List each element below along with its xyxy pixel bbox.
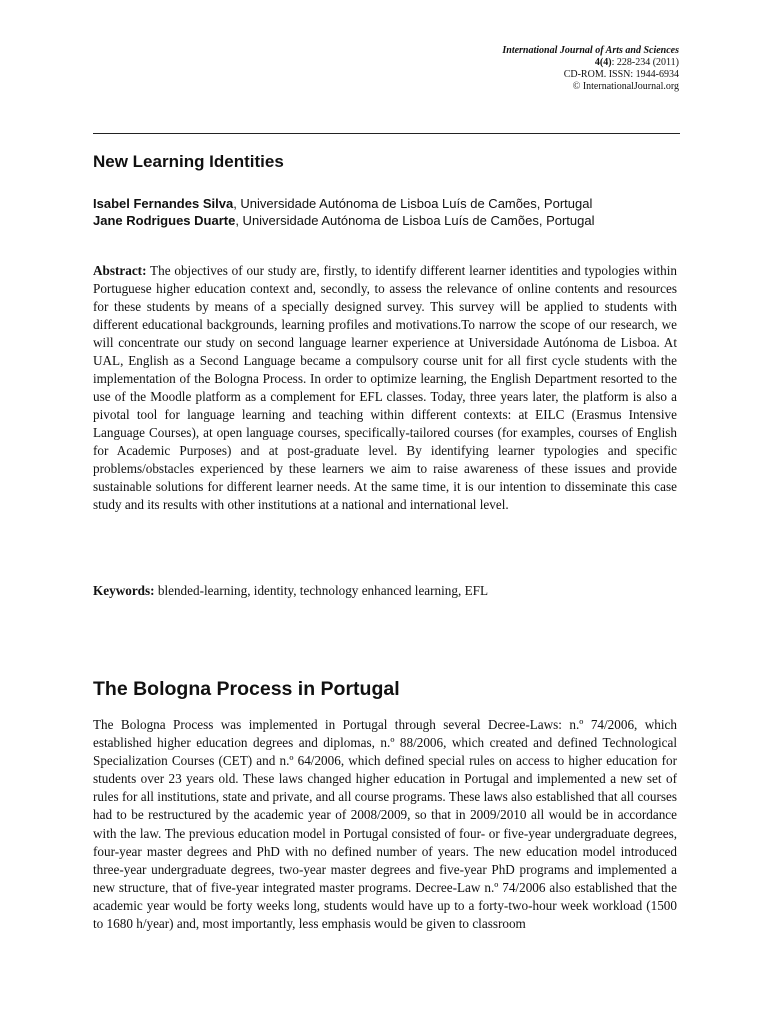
paper-title: New Learning Identities (93, 152, 284, 171)
author-list (93, 195, 595, 229)
journal-name: International Journal of Arts and Sciences (502, 45, 679, 56)
journal-volume-line (502, 57, 679, 69)
abstract-text: The objectives of our study are, firstly, to identify different learner identities and typologies within Portuguese higher education context and, secondly, to assess the relevance of online contents and resources for these students by means of a specially designed survey. This survey will be applied to students with different educational backgrounds, learning profiles and motivations.To narrow the scope of our research, we will concentrate our study on second language learner experience at Universidade Autónoma de Lisboa. At UAL, English as a Second Language became a compulsory course unit for all first cycle students with the implementation of the Bologna Process. In order to optimize learning, the English Department resorted to the use of the Moodle platform as a complement for EFL classes. Today, three years later, the platform is also a pivotal tool for language learning and teaching within different contexts: at EILC (Erasmus Intensive Language Courses), at open language courses, specifically-tailored courses (for examples, courses of English for Academic Purposes) and at post-graduate level. By identifying learner typologies and specific problems/obstacles experienced by these learners we aim to raise awareness of these issues and provide sustainable solutions for different learner needs. At the same time, it is our intention to disseminate this case study and its results with other institutions at a national and international level. (93, 263, 677, 512)
journal-copyright: © InternationalJournal.org (572, 81, 679, 92)
author-affiliation: , Universidade Autónoma de Lisboa Luís de Camões, Portugal (235, 213, 595, 228)
journal-pages-year: : 228-234 (2011) (611, 57, 679, 68)
keywords (93, 582, 677, 600)
author-affiliation: , Universidade Autónoma de Lisboa Luís de Camões, Portugal (233, 196, 593, 211)
header-divider (93, 133, 680, 134)
keywords-text: blended-learning, identity, technology enhanced learning, EFL (154, 583, 489, 598)
section-heading: The Bologna Process in Portugal (93, 678, 400, 700)
author-line (93, 195, 595, 212)
body-paragraph: The Bologna Process was implemented in Portugal through several Decree-Laws: n.º 74/2006, which established higher education degrees and diplomas, n.º 88/2006, which created and defined Technological Specialization Courses (CET) and n.º 64/2006, which defined special rules on access to higher education for students over 23 years old. These laws changed higher education in Portugal and implemented a new set of rules for all institutions, state and private, and all course programs. These laws also established that all courses had to be restructured by the academic year of 2008/2009, so that in 2009/2010 all would be in accordance with the law. The previous education model in Portugal consisted of four- or five-year undergraduate degrees, four-year master degrees and PhD with no defined number of years. The new education model introduced three-year undergraduate degrees, two-year master degrees and five-year PhD programs and implemented a new structure, that of five-year integrated master programs. Decree-Law n.º 74/2006 also established that the academic year would be forty weeks long, students would have up to a forty-two-hour week workload (1500 to 1680 h/year) and, most importantly, less emphasis would be given to classroom (93, 717, 677, 932)
journal-header (502, 45, 679, 93)
author-line (93, 212, 595, 229)
abstract (93, 262, 677, 514)
author-name: Isabel Fernandes Silva (93, 196, 234, 211)
keywords-label: Keywords: (93, 583, 155, 598)
abstract-label: Abstract: (93, 263, 147, 278)
author-name: Jane Rodrigues Duarte (93, 213, 236, 228)
journal-issn: CD-ROM. ISSN: 1944-6934 (563, 69, 679, 80)
journal-volume-issue: 4(4) (594, 57, 612, 68)
